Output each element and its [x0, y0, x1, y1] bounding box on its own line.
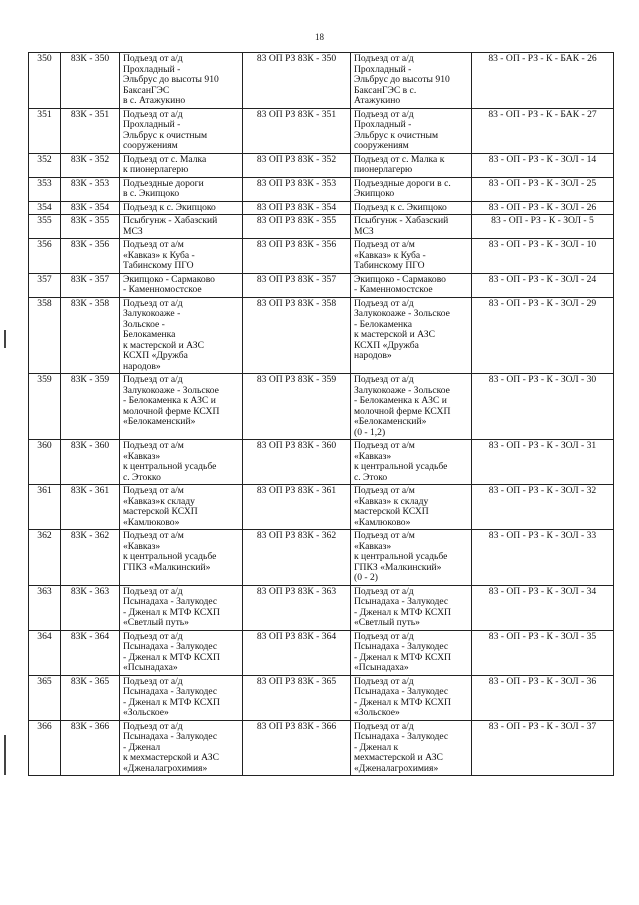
identification-code-cell: 83 - ОП - РЗ - К - БАК - 27	[472, 108, 614, 153]
road-name-cell: Подъезд от а/м «Кавказ»к складу мастерской КСХП «Камлюково»	[120, 485, 243, 530]
road-name-alt-cell: Подъезд от а/м «Кавказ» к Куба - Табинскому ПГО	[351, 239, 472, 274]
road-name-cell: Подъезд от а/д Псынадаха - Залукодес - Дженал к мехмастерской и АЗС «Дженалагрохимия»	[120, 720, 243, 776]
table-body	[29, 53, 614, 776]
registration-code-cell: 83 ОП РЗ 83К - 363	[243, 585, 351, 630]
road-name-cell: Подъезд от а/д Прохладный - Эльбрус к очистным сооружениям	[120, 108, 243, 153]
short-code-cell: 83К - 362	[61, 530, 120, 586]
registration-code-cell: 83 ОП РЗ 83К - 356	[243, 239, 351, 274]
road-name-alt-cell: Подъезд от а/м «Кавказ» к центральной усадьбе ГПКЗ «Малкинский» (0 - 2)	[351, 530, 472, 586]
short-code-cell: 83К - 350	[61, 53, 120, 109]
short-code-cell: 83К - 355	[61, 215, 120, 239]
table-row	[29, 585, 614, 630]
road-name-alt-cell: Подъезд от а/д Залукокоаже - Зольское - Белокаменка к мастерской и АЗС КСХП «Дружба народов»	[351, 297, 472, 374]
table-row	[29, 153, 614, 177]
registration-code-cell: 83 ОП РЗ 83К - 366	[243, 720, 351, 776]
road-name-cell: Подъезд от а/д Псынадаха - Залукодес - Дженал к МТФ КСХП «Псынадаха»	[120, 630, 243, 675]
table-row	[29, 485, 614, 530]
identification-code-cell: 83 - ОП - РЗ - К - ЗОЛ - 32	[472, 485, 614, 530]
row-number-cell: 356	[29, 239, 61, 274]
road-name-cell: Подъезд от а/м «Кавказ» к центральной усадьбе с. Этокко	[120, 440, 243, 485]
row-number-cell: 363	[29, 585, 61, 630]
identification-code-cell: 83 - ОП - РЗ - К - БАК - 26	[472, 53, 614, 109]
identification-code-cell: 83 - ОП - РЗ - К - ЗОЛ - 25	[472, 177, 614, 201]
table-row	[29, 108, 614, 153]
table-row	[29, 53, 614, 109]
table-row	[29, 239, 614, 274]
registration-code-cell: 83 ОП РЗ 83К - 351	[243, 108, 351, 153]
identification-code-cell: 83 - ОП - РЗ - К - ЗОЛ - 14	[472, 153, 614, 177]
row-number-cell: 365	[29, 675, 61, 720]
identification-code-cell: 83 - ОП - РЗ - К - ЗОЛ - 30	[472, 374, 614, 440]
registration-code-cell: 83 ОП РЗ 83К - 355	[243, 215, 351, 239]
road-name-cell: Подъезд от а/м «Кавказ» к Куба - Табинскому ПГО	[120, 239, 243, 274]
road-registry-table	[28, 52, 614, 776]
registration-code-cell: 83 ОП РЗ 83К - 354	[243, 201, 351, 215]
row-number-cell: 364	[29, 630, 61, 675]
road-name-alt-cell: Подъезд от а/д Псынадаха - Залукодес - Дженал к МТФ КСХП «Зольское»	[351, 675, 472, 720]
registration-code-cell: 83 ОП РЗ 83К - 360	[243, 440, 351, 485]
row-number-cell: 353	[29, 177, 61, 201]
page-number: 18	[315, 32, 324, 42]
road-name-alt-cell: Подъезд от а/м «Кавказ» к складу мастерской КСХП «Камлюково»	[351, 485, 472, 530]
row-number-cell: 357	[29, 273, 61, 297]
identification-code-cell: 83 - ОП - РЗ - К - ЗОЛ - 37	[472, 720, 614, 776]
row-number-cell: 366	[29, 720, 61, 776]
identification-code-cell: 83 - ОП - РЗ - К - ЗОЛ - 35	[472, 630, 614, 675]
road-name-cell: Экипцоко - Сармаково - Каменномостское	[120, 273, 243, 297]
road-name-alt-cell: Подъезд от с. Малка к пионерлагерю	[351, 153, 472, 177]
short-code-cell: 83К - 359	[61, 374, 120, 440]
identification-code-cell: 83 - ОП - РЗ - К - ЗОЛ - 33	[472, 530, 614, 586]
short-code-cell: 83К - 366	[61, 720, 120, 776]
row-number-cell: 360	[29, 440, 61, 485]
short-code-cell: 83К - 356	[61, 239, 120, 274]
road-name-cell: Подъездные дороги в с. Экипцоко	[120, 177, 243, 201]
short-code-cell: 83К - 365	[61, 675, 120, 720]
road-name-cell: Подъезд от а/д Залукокоаже - Зольское - Белокаменка к мастерской и АЗС КСХП «Дружба народов»	[120, 297, 243, 374]
registration-code-cell: 83 ОП РЗ 83К - 361	[243, 485, 351, 530]
road-name-alt-cell: Подъезд от а/д Псынадаха - Залукодес - Дженал к МТФ КСХП «Псынадаха»	[351, 630, 472, 675]
road-name-alt-cell: Подъезд от а/д Псынадаха - Залукодес - Дженал к мехмастерской и АЗС «Дженалагрохимия»	[351, 720, 472, 776]
short-code-cell: 83К - 351	[61, 108, 120, 153]
table-row	[29, 273, 614, 297]
road-name-alt-cell: Подъездные дороги в с. Экипцоко	[351, 177, 472, 201]
road-name-alt-cell: Подъезд к с. Экипцоко	[351, 201, 472, 215]
row-number-cell: 355	[29, 215, 61, 239]
table-row	[29, 297, 614, 374]
row-number-cell: 351	[29, 108, 61, 153]
registration-code-cell: 83 ОП РЗ 83К - 352	[243, 153, 351, 177]
road-name-cell: Подъезд от а/д Псынадаха - Залукодес - Дженал к МТФ КСХП «Светлый путь»	[120, 585, 243, 630]
road-name-alt-cell: Подъезд от а/д Залукокоаже - Зольское - Белокаменка к АЗС и молочной ферме КСХП «Белокаменский» (0 - 1,2)	[351, 374, 472, 440]
short-code-cell: 83К - 354	[61, 201, 120, 215]
row-number-cell: 354	[29, 201, 61, 215]
short-code-cell: 83К - 357	[61, 273, 120, 297]
registration-code-cell: 83 ОП РЗ 83К - 353	[243, 177, 351, 201]
short-code-cell: 83К - 352	[61, 153, 120, 177]
short-code-cell: 83К - 361	[61, 485, 120, 530]
road-name-alt-cell: Подъезд от а/д Псынадаха - Залукодес - Дженал к МТФ КСХП «Светлый путь»	[351, 585, 472, 630]
short-code-cell: 83К - 358	[61, 297, 120, 374]
table-row	[29, 720, 614, 776]
table-row	[29, 201, 614, 215]
road-name-alt-cell: Подъезд от а/д Прохладный - Эльбрус до высоты 910 БаксанГЭС в с. Атажукино	[351, 53, 472, 109]
row-number-cell: 358	[29, 297, 61, 374]
registration-code-cell: 83 ОП РЗ 83К - 364	[243, 630, 351, 675]
road-name-cell: Подъезд к с. Экипцоко	[120, 201, 243, 215]
row-number-cell: 361	[29, 485, 61, 530]
registration-code-cell: 83 ОП РЗ 83К - 358	[243, 297, 351, 374]
road-name-cell: Подъезд от а/д Прохладный - Эльбрус до высоты 910 БаксанГЭС в с. Атажукино	[120, 53, 243, 109]
table-row	[29, 440, 614, 485]
road-name-alt-cell: Экипцоко - Сармаково - Каменномостское	[351, 273, 472, 297]
identification-code-cell: 83 - ОП - РЗ - К - ЗОЛ - 24	[472, 273, 614, 297]
scan-edge-mark	[4, 330, 6, 348]
table-row	[29, 530, 614, 586]
short-code-cell: 83К - 363	[61, 585, 120, 630]
short-code-cell: 83К - 364	[61, 630, 120, 675]
road-name-cell: Подъезд от с. Малка к пионерлагерю	[120, 153, 243, 177]
registration-code-cell: 83 ОП РЗ 83К - 359	[243, 374, 351, 440]
table-row	[29, 374, 614, 440]
road-name-cell: Подъезд от а/м «Кавказ» к центральной усадьбе ГПКЗ «Малкинский»	[120, 530, 243, 586]
identification-code-cell: 83 - ОП - РЗ - К - ЗОЛ - 31	[472, 440, 614, 485]
identification-code-cell: 83 - ОП - РЗ - К - ЗОЛ - 26	[472, 201, 614, 215]
scan-edge-mark	[4, 735, 6, 775]
row-number-cell: 362	[29, 530, 61, 586]
identification-code-cell: 83 - ОП - РЗ - К - ЗОЛ - 34	[472, 585, 614, 630]
table-row	[29, 215, 614, 239]
row-number-cell: 350	[29, 53, 61, 109]
identification-code-cell: 83 - ОП - РЗ - К - ЗОЛ - 36	[472, 675, 614, 720]
road-name-alt-cell: Псыбгунж - Хабазский МСЗ	[351, 215, 472, 239]
road-name-cell: Подъезд от а/д Псынадаха - Залукодес - Дженал к МТФ КСХП «Зольское»	[120, 675, 243, 720]
registration-code-cell: 83 ОП РЗ 83К - 350	[243, 53, 351, 109]
identification-code-cell: 83 - ОП - РЗ - К - ЗОЛ - 29	[472, 297, 614, 374]
short-code-cell: 83К - 360	[61, 440, 120, 485]
registration-code-cell: 83 ОП РЗ 83К - 365	[243, 675, 351, 720]
road-name-alt-cell: Подъезд от а/м «Кавказ» к центральной усадьбе с. Этоко	[351, 440, 472, 485]
road-name-cell: Подъезд от а/д Залукокоаже - Зольское - Белокаменка к АЗС и молочной ферме КСХП «Белокаменский»	[120, 374, 243, 440]
road-name-cell: Псыбгунж - Хабазский МСЗ	[120, 215, 243, 239]
row-number-cell: 352	[29, 153, 61, 177]
table-row	[29, 675, 614, 720]
registration-code-cell: 83 ОП РЗ 83К - 357	[243, 273, 351, 297]
road-name-alt-cell: Подъезд от а/д Прохладный - Эльбрус к очистным сооружениям	[351, 108, 472, 153]
table-row	[29, 177, 614, 201]
identification-code-cell: 83 - ОП - РЗ - К - ЗОЛ - 10	[472, 239, 614, 274]
registration-code-cell: 83 ОП РЗ 83К - 362	[243, 530, 351, 586]
short-code-cell: 83К - 353	[61, 177, 120, 201]
identification-code-cell: 83 - ОП - РЗ - К - ЗОЛ - 5	[472, 215, 614, 239]
row-number-cell: 359	[29, 374, 61, 440]
table-row	[29, 630, 614, 675]
